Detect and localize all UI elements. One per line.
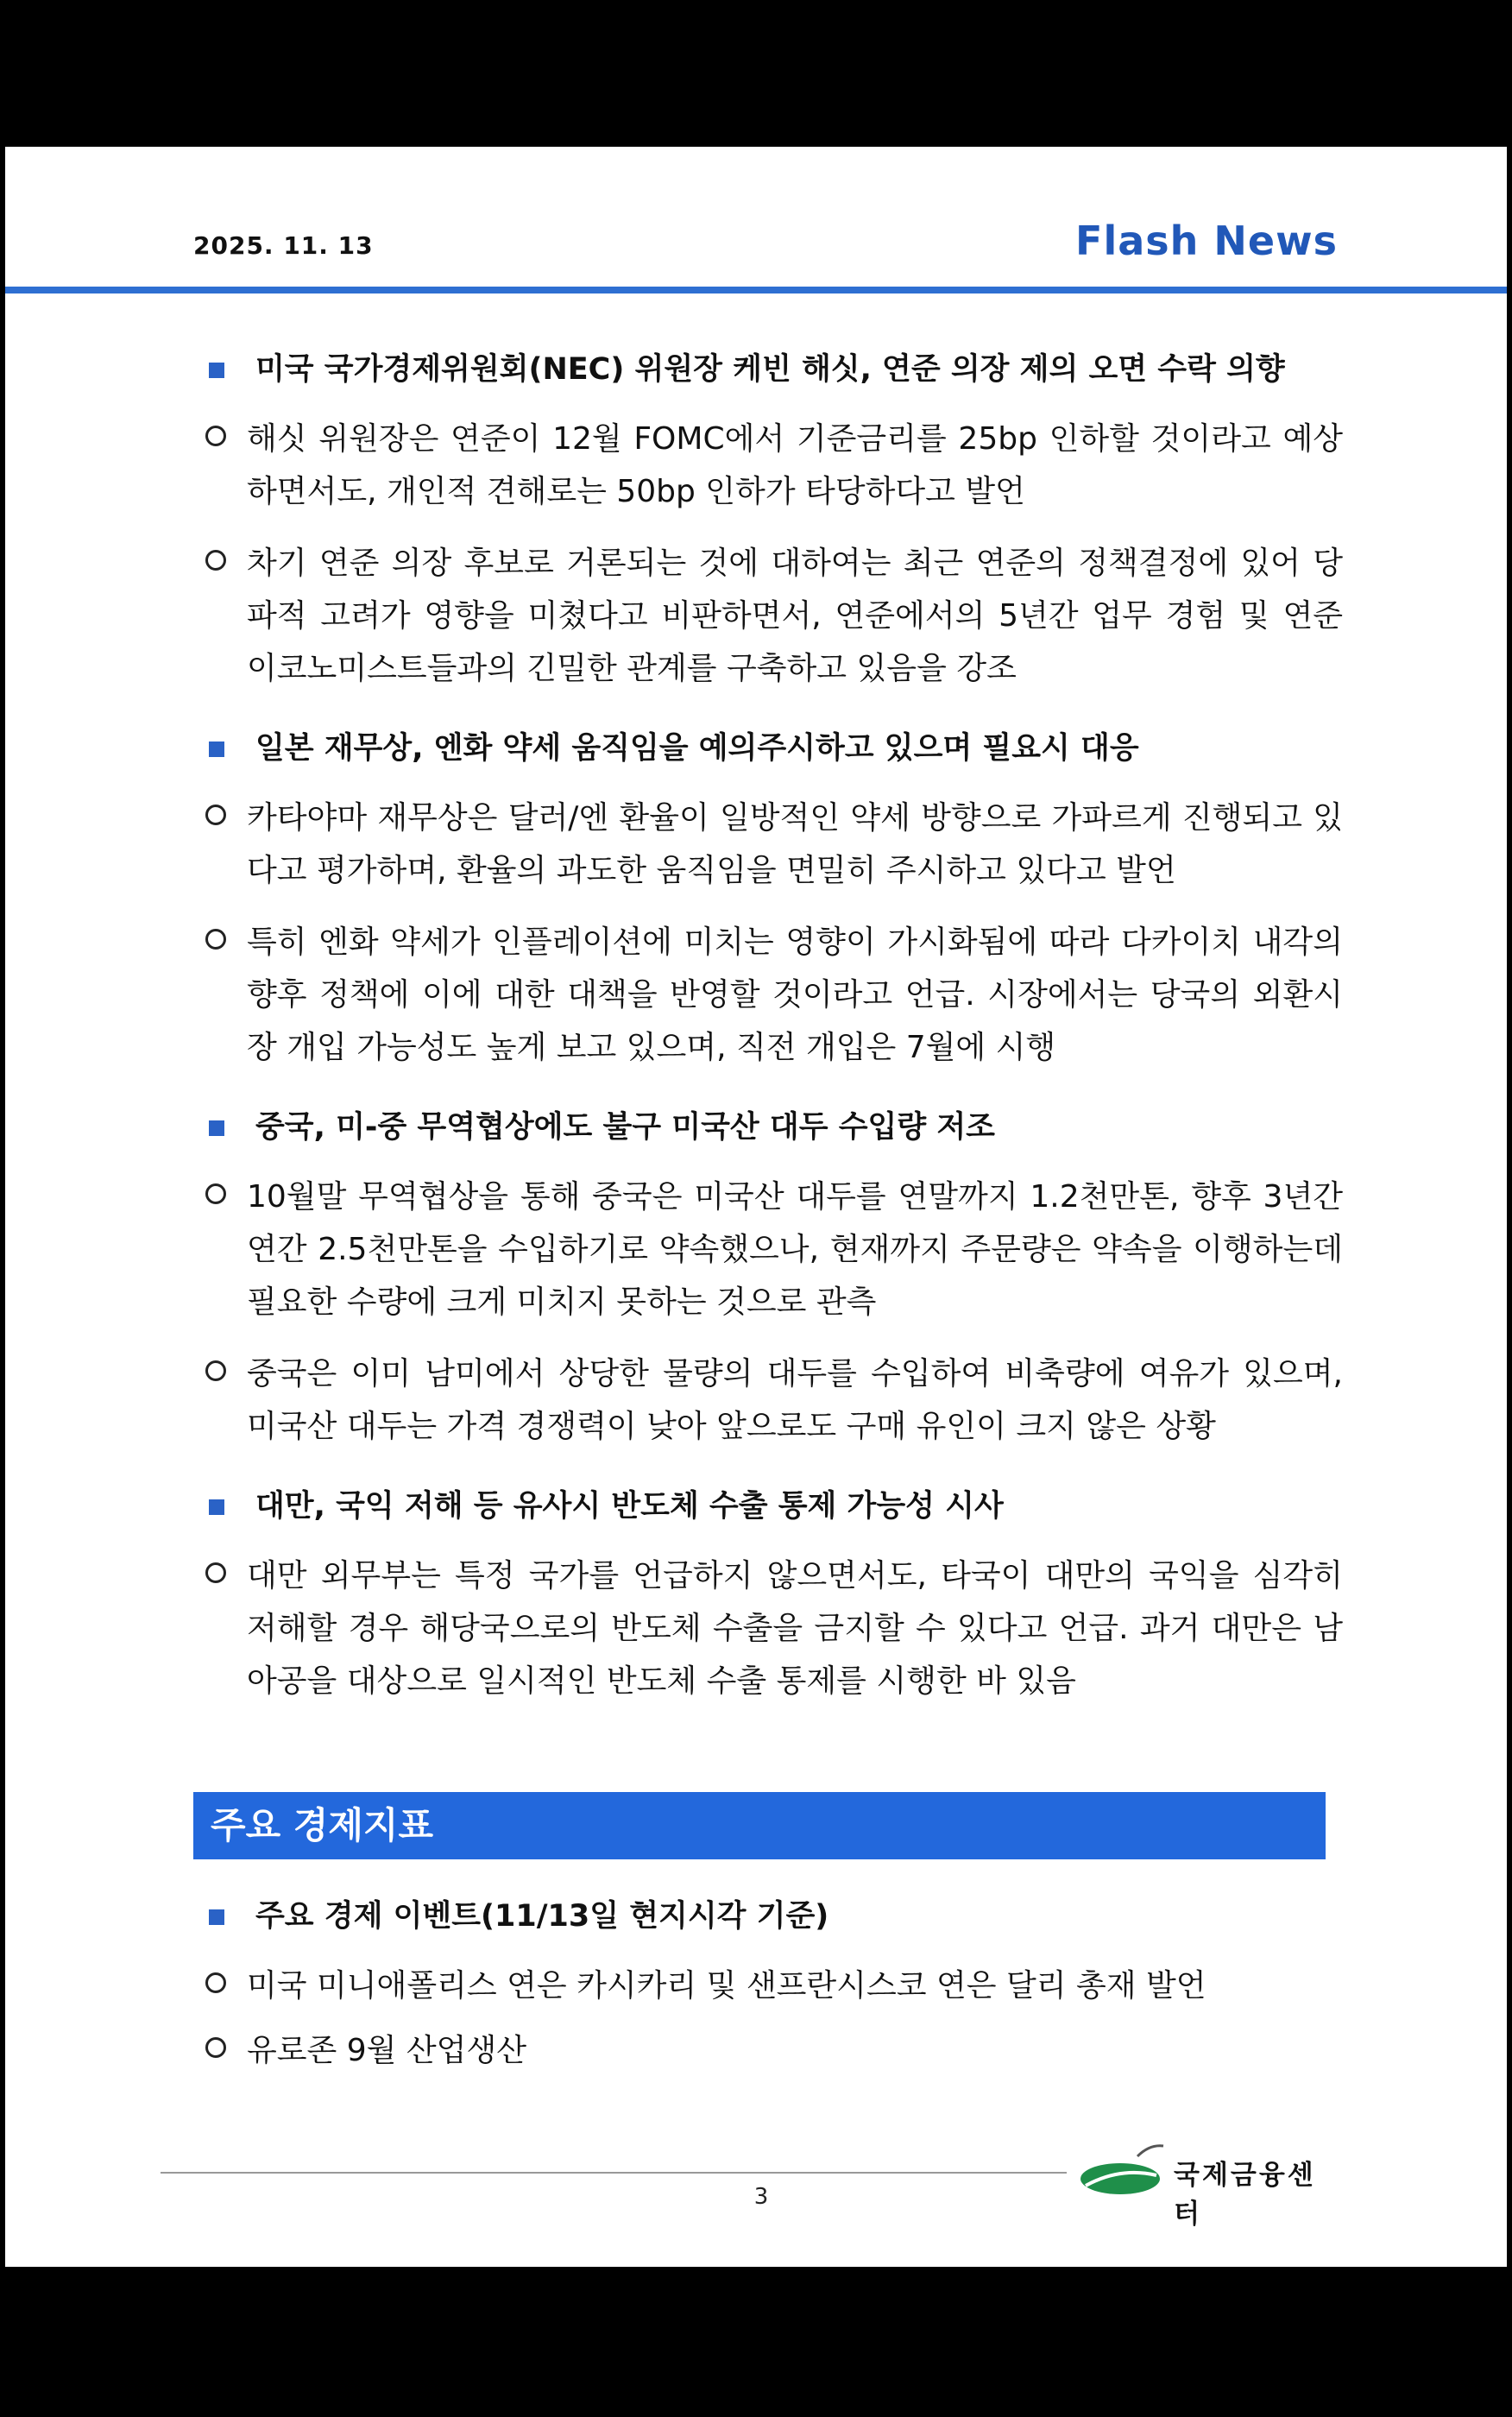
heading-text: 중국, 미-중 무역협상에도 불구 미국산 대두 수입량 저조 — [255, 1110, 995, 1145]
news-item — [204, 1347, 1343, 1453]
logo-text: 국제금융센터 — [1174, 2160, 1316, 2230]
section-heading — [204, 724, 1343, 773]
item-text: 중국은 이미 남미에서 상당한 물량의 대두를 수입하여 비축량에 여유가 있으며, 미국산 대두는 가격 경쟁력이 낮아 앞으로도 구매 유인이 크지 않은 상황 — [247, 1356, 1343, 1444]
heading-text: 미국 국가경제위원회(NEC) 위원장 케빈 해싯, 연준 의장 제의 오면 수락 의향 — [255, 352, 1285, 387]
square-bullet-icon — [209, 1499, 224, 1515]
news-item — [204, 413, 1343, 518]
footer-rule — [161, 2172, 1067, 2174]
item-text: 10월말 무역협상을 통해 중국은 미국산 대두를 연말까지 1.2천만톤, 향후 3년간 연간 2.5천만톤을 수입하기로 약속했으나, 현재까지 주문량은 약속을 이행하는데 필요한 수량에 크게 미치지 못하는 것으로 관측 — [247, 1179, 1343, 1320]
news-section-china — [204, 1103, 1343, 1453]
item-text: 특히 엔화 약세가 인플레이션에 미치는 영향이 가시화됨에 따라 다카이치 내각의 향후 정책에 이에 대한 대책을 반영할 것이라고 언급. 시장에서는 당국의 외환시장 개입 가능성도 높게 보고 있으며, 직전 개입은 7월에 시행 — [247, 925, 1343, 1065]
circle-bullet-icon — [205, 805, 226, 825]
section-heading — [204, 1482, 1343, 1530]
economic-events — [204, 1892, 1343, 2089]
square-bullet-icon — [209, 1909, 224, 1925]
square-bullet-icon — [209, 742, 224, 757]
indicators-band-title: 주요 경제지표 — [193, 1792, 1326, 1859]
event-item — [204, 1959, 1343, 2012]
circle-bullet-icon — [205, 2037, 226, 2058]
item-text: 유로존 9월 산업생산 — [247, 2033, 526, 2068]
square-bullet-icon — [209, 1120, 224, 1136]
news-item — [204, 916, 1343, 1074]
report-date: 2025. 11. 13 — [193, 231, 374, 260]
page-number: 3 — [753, 2184, 769, 2210]
news-item — [204, 1549, 1343, 1707]
circle-bullet-icon — [205, 1562, 226, 1583]
item-text: 대만 외무부는 특정 국가를 언급하지 않으면서도, 타국이 대만의 국익을 심각히 저해할 경우 해당국으로의 반도체 수출을 금지할 수 있다고 언급. 과거 대만은 남아공을 대상으로 일시적인 반도체 수출 통제를 시행한 바 있음 — [247, 1558, 1343, 1699]
circle-bullet-icon — [205, 929, 226, 950]
section-heading — [204, 345, 1343, 394]
news-section-taiwan — [204, 1482, 1343, 1707]
item-text: 해싯 위원장은 연준이 12월 FOMC에서 기준금리를 25bp 인하할 것이라고 예상하면서도, 개인적 견해로는 50bp 인하가 타당하다고 발언 — [247, 421, 1343, 509]
news-content — [204, 345, 1343, 1737]
circle-bullet-icon — [205, 1183, 226, 1204]
item-text: 차기 연준 의장 후보로 거론되는 것에 대하여는 최근 연준의 정책결정에 있어 당파적 고려가 영향을 미쳤다고 비판하면서, 연준에서의 5년간 업무 경험 및 연준 이코노미스트들과의 긴밀한 관계를 구축하고 있음을 강조 — [247, 546, 1343, 686]
circle-bullet-icon — [205, 1972, 226, 1993]
document-page — [5, 147, 1507, 2267]
news-item — [204, 1171, 1343, 1328]
event-item — [204, 2024, 1343, 2077]
item-text: 미국 미니애폴리스 연은 카시카리 및 샌프란시스코 연은 달리 총재 발언 — [247, 1968, 1206, 2004]
news-item — [204, 537, 1343, 695]
square-bullet-icon — [209, 363, 224, 378]
item-text: 카타야마 재무상은 달러/엔 환율이 일방적인 약세 방향으로 가파르게 진행되고 있다고 평가하며, 환율의 과도한 움직임을 면밀히 주시하고 있다고 발언 — [247, 800, 1343, 888]
section-heading — [204, 1892, 1343, 1941]
circle-bullet-icon — [205, 550, 226, 571]
circle-bullet-icon — [205, 426, 226, 446]
heading-text: 주요 경제 이벤트(11/13일 현지시각 기준) — [255, 1899, 829, 1934]
section-heading — [204, 1103, 1343, 1152]
news-item — [204, 792, 1343, 897]
report-brand: Flash News — [1075, 218, 1338, 264]
heading-text: 대만, 국익 저해 등 유사시 반도체 수출 통제 가능성 시사 — [255, 1489, 1004, 1524]
circle-bullet-icon — [205, 1360, 226, 1381]
news-section-us — [204, 345, 1343, 695]
heading-text: 일본 재무상, 엔화 약세 움직임을 예의주시하고 있으며 필요시 대응 — [255, 731, 1139, 766]
news-section-japan — [204, 724, 1343, 1074]
header-rule — [5, 287, 1507, 293]
